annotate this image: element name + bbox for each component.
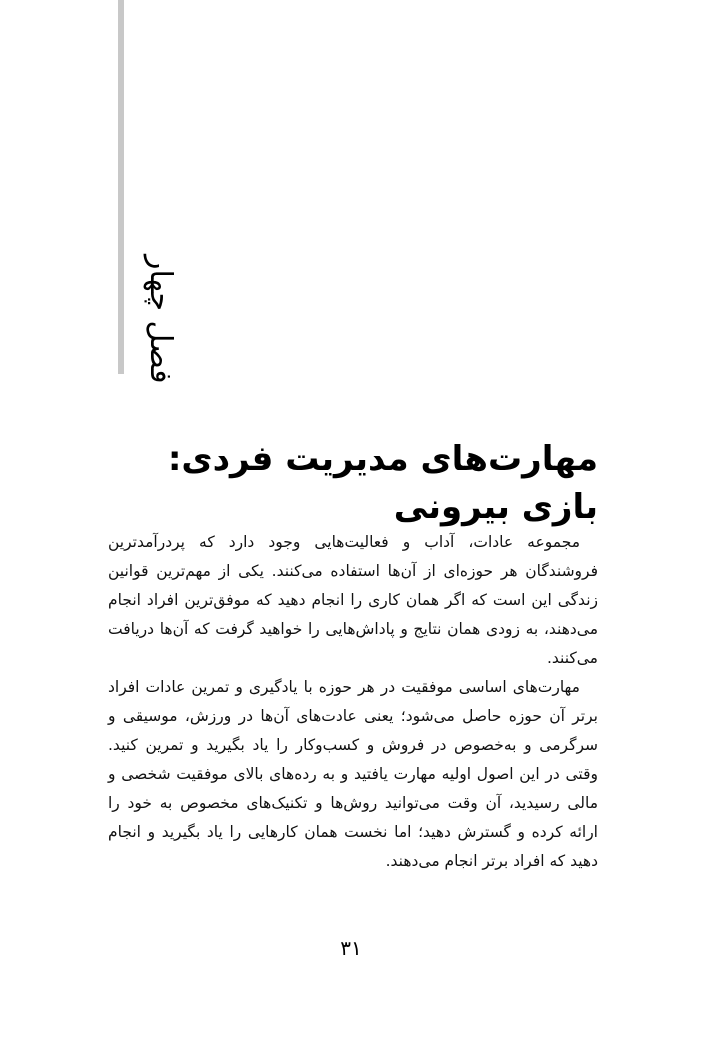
- chapter-title-line-1: مهارت‌های مدیریت فردی:: [167, 438, 598, 479]
- body-paragraph-1: مجموعه عادات، آداب و فعالیت‌هایی وجود دارد که پردرآمدترین فروشندگان هر حوزه‌ای از آن‌ها استفاده می‌کنند. یکی از مهم‌ترین قوانین زندگی این است که اگر همان کاری را انجام دهید که موفق‌ترین افراد انجام می‌دهند، به زودی همان نتایج و پاداش‌هایی را خواهید گرفت که آن‌ها دریافت می‌کنند.: [108, 533, 598, 667]
- body-paragraph-2: مهارت‌های اساسی موفقیت در هر حوزه با یادگیری و تمرین عادات افراد برتر آن حوزه حاصل می‌شود؛ یعنی عادت‌های آن‌ها در ورزش، موسیقی و سرگرمی و به‌خصوص در فروش و کسب‌وکار را یاد بگیرید و تمرین کنید. وقتی در این اصول اولیه مهارت یافتید و به رده‌های بالای موفقیت شخصی و مالی رسیدید، آن وقت می‌توانید روش‌ها و تکنیک‌های مخصوص به خود را ارائه کرده و گسترش دهید؛ اما نخست همان کارهایی را یاد بگیرید و انجام دهید که افراد برتر انجام می‌دهند.: [108, 678, 598, 870]
- chapter-title: [118, 435, 598, 531]
- body-text: [108, 528, 598, 876]
- page-number: ۳۱: [340, 936, 362, 960]
- chapter-label: فصل چهار: [143, 255, 178, 384]
- chapter-side-rule: [118, 0, 124, 374]
- chapter-title-line-2: بازی بیرونی: [393, 486, 598, 527]
